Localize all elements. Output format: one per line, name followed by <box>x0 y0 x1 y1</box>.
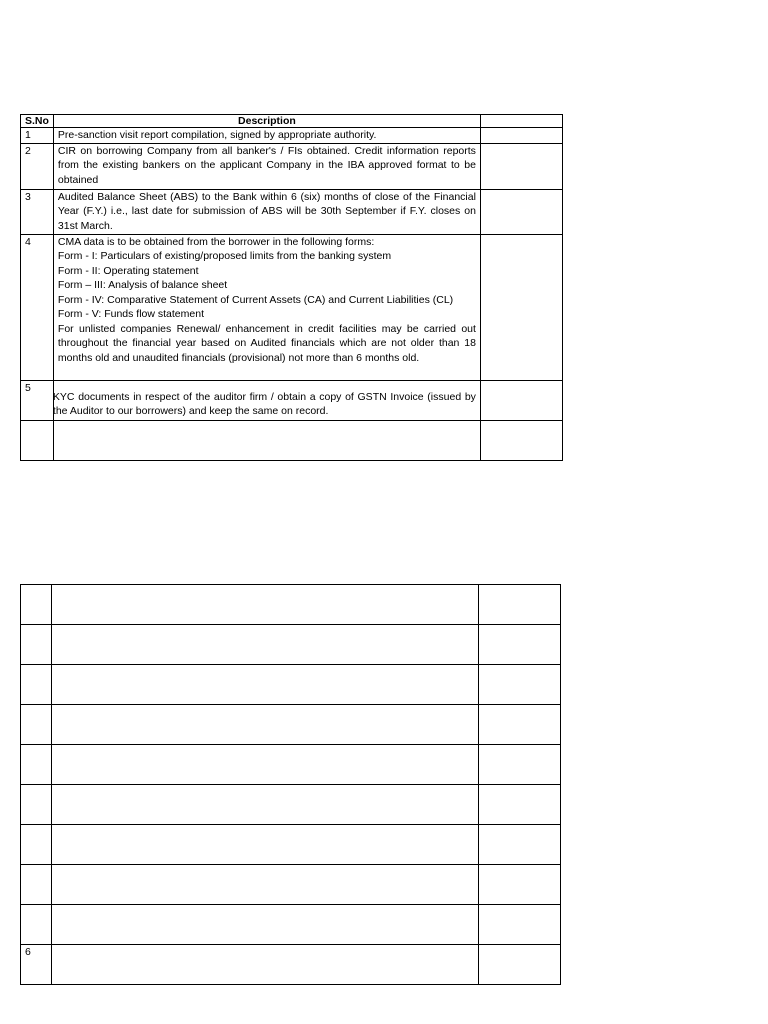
table-row <box>21 585 561 625</box>
row-extra <box>479 945 561 985</box>
row-line: Pre-sanction visit report compilation, signed by appropriate authority. <box>57 129 377 141</box>
row-description <box>53 234 480 380</box>
row-line: Year (F.Y.) i.e., last date for submission of ABS will be 30th September if F.Y. closes on <box>57 205 476 217</box>
row-description <box>53 189 480 234</box>
table-row <box>21 128 563 144</box>
row-description <box>53 143 480 189</box>
row-description <box>52 705 479 745</box>
row-line: CMA data is to be obtained from the borrower in the following forms: <box>57 235 375 248</box>
row-sno <box>21 785 52 825</box>
row-description <box>52 625 479 665</box>
row-sno: 4 <box>21 234 54 380</box>
row-sno <box>21 705 52 745</box>
checklist-table <box>20 114 563 461</box>
table-row <box>21 234 563 380</box>
row-description <box>53 380 480 420</box>
row-extra <box>479 625 561 665</box>
row-extra <box>479 745 561 785</box>
row-sno: 1 <box>21 128 54 144</box>
row-extra <box>480 420 562 460</box>
row-sno <box>21 665 52 705</box>
row-line: the Auditor to our borrowers) and keep the same on record. <box>52 405 329 417</box>
row-extra <box>480 143 562 189</box>
row-line: 31st March. <box>57 219 113 232</box>
table-row <box>21 705 561 745</box>
row-line: Form – III: Analysis of balance sheet <box>57 279 228 291</box>
row-sno: 5 <box>21 380 54 420</box>
header-extra <box>480 115 562 128</box>
table-row <box>21 625 561 665</box>
row-line: Form - IV: Comparative Statement of Current Assets (CA) and Current Liabilities (CL) <box>57 293 454 306</box>
table-row <box>21 865 561 905</box>
table-row <box>21 825 561 865</box>
row-description <box>52 865 479 905</box>
row-extra <box>479 865 561 905</box>
table-row <box>21 420 563 460</box>
row-extra <box>479 905 561 945</box>
row-line: throughout the financial year based on Audited financials which are not older than 18 <box>57 337 476 349</box>
row-line: CIR on borrowing Company from all banker's / FIs obtained. Credit information reports <box>57 144 476 157</box>
table-row <box>21 380 563 420</box>
table-row <box>21 745 561 785</box>
row-line: Form - V: Funds flow statement <box>57 308 204 320</box>
table-row <box>21 143 563 189</box>
row-line: obtained <box>57 173 99 186</box>
row-line: Audited Balance Sheet (ABS) to the Bank within 6 (six) months of close of the Financial <box>57 190 476 203</box>
row-extra <box>479 585 561 625</box>
row-extra <box>479 705 561 745</box>
row-extra <box>480 380 562 420</box>
row-sno <box>21 865 52 905</box>
row-sno: 2 <box>21 143 54 189</box>
second-table <box>20 584 561 985</box>
row-description <box>52 945 479 985</box>
table-row <box>21 945 561 985</box>
row-extra <box>480 234 562 380</box>
row-extra <box>480 189 562 234</box>
row-sno: 3 <box>21 189 54 234</box>
row-extra <box>479 825 561 865</box>
row-extra <box>479 785 561 825</box>
row-sno <box>21 625 52 665</box>
row-description <box>52 905 479 945</box>
table-row <box>21 189 563 234</box>
table-row <box>21 785 561 825</box>
row-line: months old and unaudited financials (provisional) not more than 6 months old. <box>57 351 420 364</box>
row-sno <box>21 745 52 785</box>
row-extra <box>480 128 562 144</box>
table-row <box>21 665 561 705</box>
row-description <box>52 745 479 785</box>
header-description: Description <box>53 115 480 128</box>
row-line: KYC documents in respect of the auditor firm / obtain a copy of GSTN Invoice (issued by <box>52 390 476 403</box>
row-line: Form - II: Operating statement <box>57 264 199 277</box>
row-description <box>52 825 479 865</box>
row-sno <box>21 585 52 625</box>
row-extra <box>479 665 561 705</box>
row-description <box>53 128 480 144</box>
row-sno <box>21 420 54 460</box>
row-description <box>53 420 480 460</box>
header-sno: S.No <box>21 115 54 128</box>
row-description <box>52 665 479 705</box>
row-description <box>52 585 479 625</box>
header-row <box>21 115 563 128</box>
row-sno <box>21 905 52 945</box>
row-line: For unlisted companies Renewal/ enhancement in credit facilities may be carried out <box>57 322 476 335</box>
row-line: from the existing bankers on the applicant Company in the IBA approved format to be <box>57 159 476 171</box>
row-sno <box>21 825 52 865</box>
row-sno: 6 <box>21 945 52 985</box>
table-row <box>21 905 561 945</box>
row-line: Form - I: Particulars of existing/proposed limits from the banking system <box>57 250 392 262</box>
row-description <box>52 785 479 825</box>
